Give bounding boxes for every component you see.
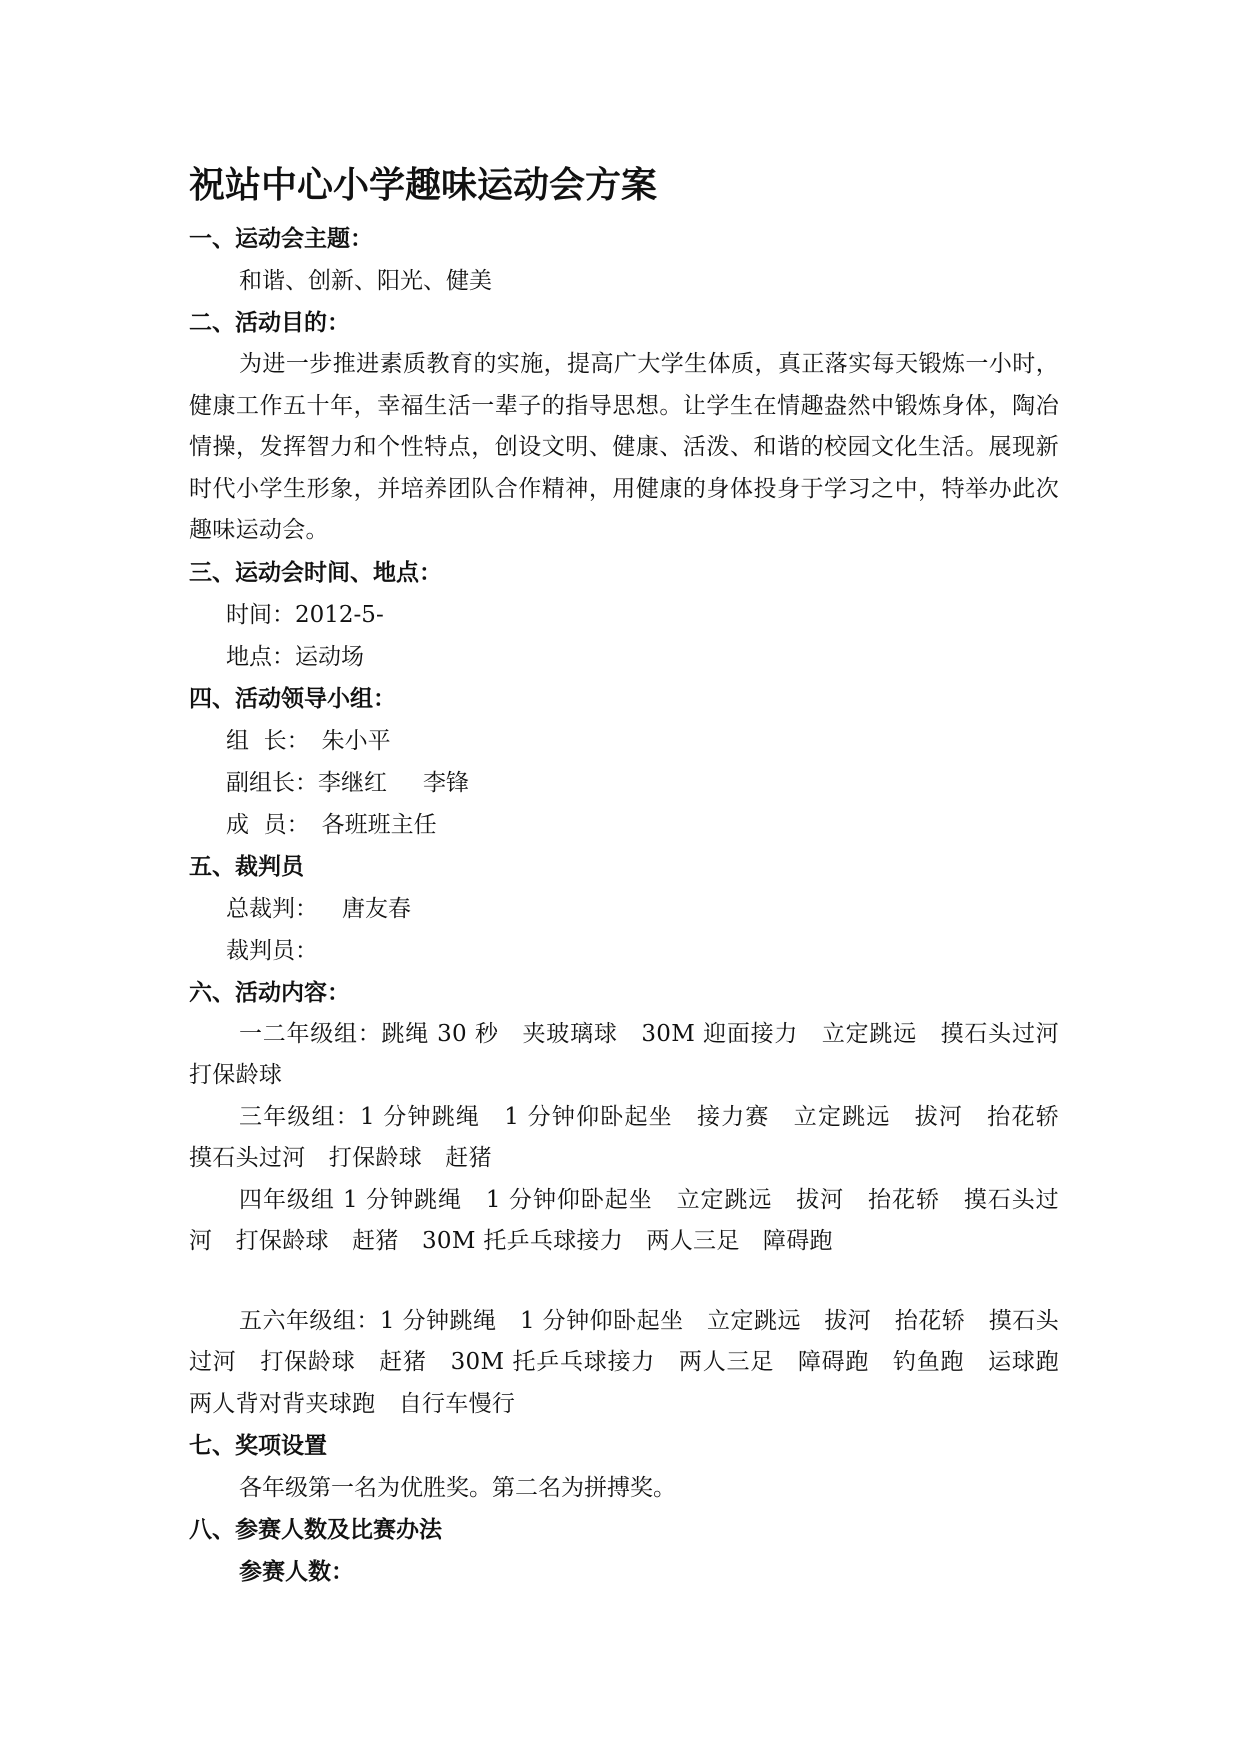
members-value: 各班班主任 <box>321 811 437 838</box>
leader-label: 组 长： <box>226 727 310 754</box>
leader-name: 朱小平 <box>321 727 391 754</box>
place-line: 地点：运动场 <box>226 643 364 670</box>
section-participants-heading: 八、参赛人数及比赛办法 <box>189 1517 442 1543</box>
deputy-label: 副组长： <box>226 769 318 796</box>
grade4-events: 四年级组 1 分钟跳绳 1 分钟仰卧起坐 立定跳远 拔河 抬花轿 摸石头过河 打保龄球 赶猪 30M 托乒乓球接力 两人三足 障碍跑 <box>189 1186 1059 1254</box>
chief-referee-name: 唐友春 <box>342 895 411 922</box>
section-purpose-text: 为进一步推进素质教育的实施，提高广大学生体质，真正落实每天锻炼一小时，健康工作五十年，幸福生活一辈子的指导思想。让学生在情趣盎然中锻炼身体，陶冶情操，发挥智力和个性特点，创设文明、健康、活泼、和谐的校园文化生活。展现新时代小学生形象，并培养团队合作精神，用健康的身体投身于学习之中，特举办此次趣味运动会。 <box>189 351 1059 543</box>
document-body <box>189 158 1083 1593</box>
awards-text: 各年级第一名为优胜奖。第二名为拼搏奖。 <box>239 1475 676 1501</box>
deputy-line <box>189 762 1059 804</box>
grade56-events: 五六年级组：1 分钟跳绳 1 分钟仰卧起坐 立定跳远 拔河 抬花轿 摸石头过河 打保龄球 赶猪 30M 托乒乓球接力 两人三足 障碍跑 钓鱼跑 运球跑 两人背对背夹球跑 自行车慢行 <box>189 1307 1083 1417</box>
referee-line: 裁判员： <box>226 937 318 964</box>
document-title: 祝站中心小学趣味运动会方案 <box>189 165 658 206</box>
chief-referee-label: 总裁判： <box>226 895 318 922</box>
section-theme-text: 和谐、创新、阳光、健美 <box>239 268 492 294</box>
deputy-name-2: 李锋 <box>423 769 469 796</box>
grade12-events: 一二年级组：跳绳 30 秒 夹玻璃球 30M 迎面接力 立定跳远 摸石头过河 打保龄球 <box>189 1020 1083 1088</box>
chief-referee-line <box>189 888 1059 930</box>
leader-line <box>189 720 1059 762</box>
deputy-name-1: 李继红 <box>318 769 387 796</box>
section-leadership-heading: 四、活动领导小组： <box>189 685 396 712</box>
section-time-place-heading: 三、运动会时间、地点： <box>189 559 442 586</box>
time-line: 时间：2012-5- <box>226 601 384 628</box>
blank-line <box>189 1263 1059 1301</box>
grade3-events: 三年级组：1 分钟跳绳 1 分钟仰卧起坐 接力赛 立定跳远 拔河 抬花轿 摸石头过河 打保龄球 赶猪 <box>189 1103 1083 1171</box>
section-theme-heading: 一、运动会主题： <box>189 226 373 252</box>
members-label: 成 员： <box>226 811 310 838</box>
members-line <box>189 804 1059 846</box>
participants-subheading: 参赛人数： <box>239 1559 354 1585</box>
section-content-heading: 六、活动内容： <box>189 979 350 1006</box>
section-referees-heading: 五、裁判员 <box>189 853 304 880</box>
section-purpose-heading: 二、活动目的： <box>189 310 350 336</box>
section-awards-heading: 七、奖项设置 <box>189 1433 327 1459</box>
